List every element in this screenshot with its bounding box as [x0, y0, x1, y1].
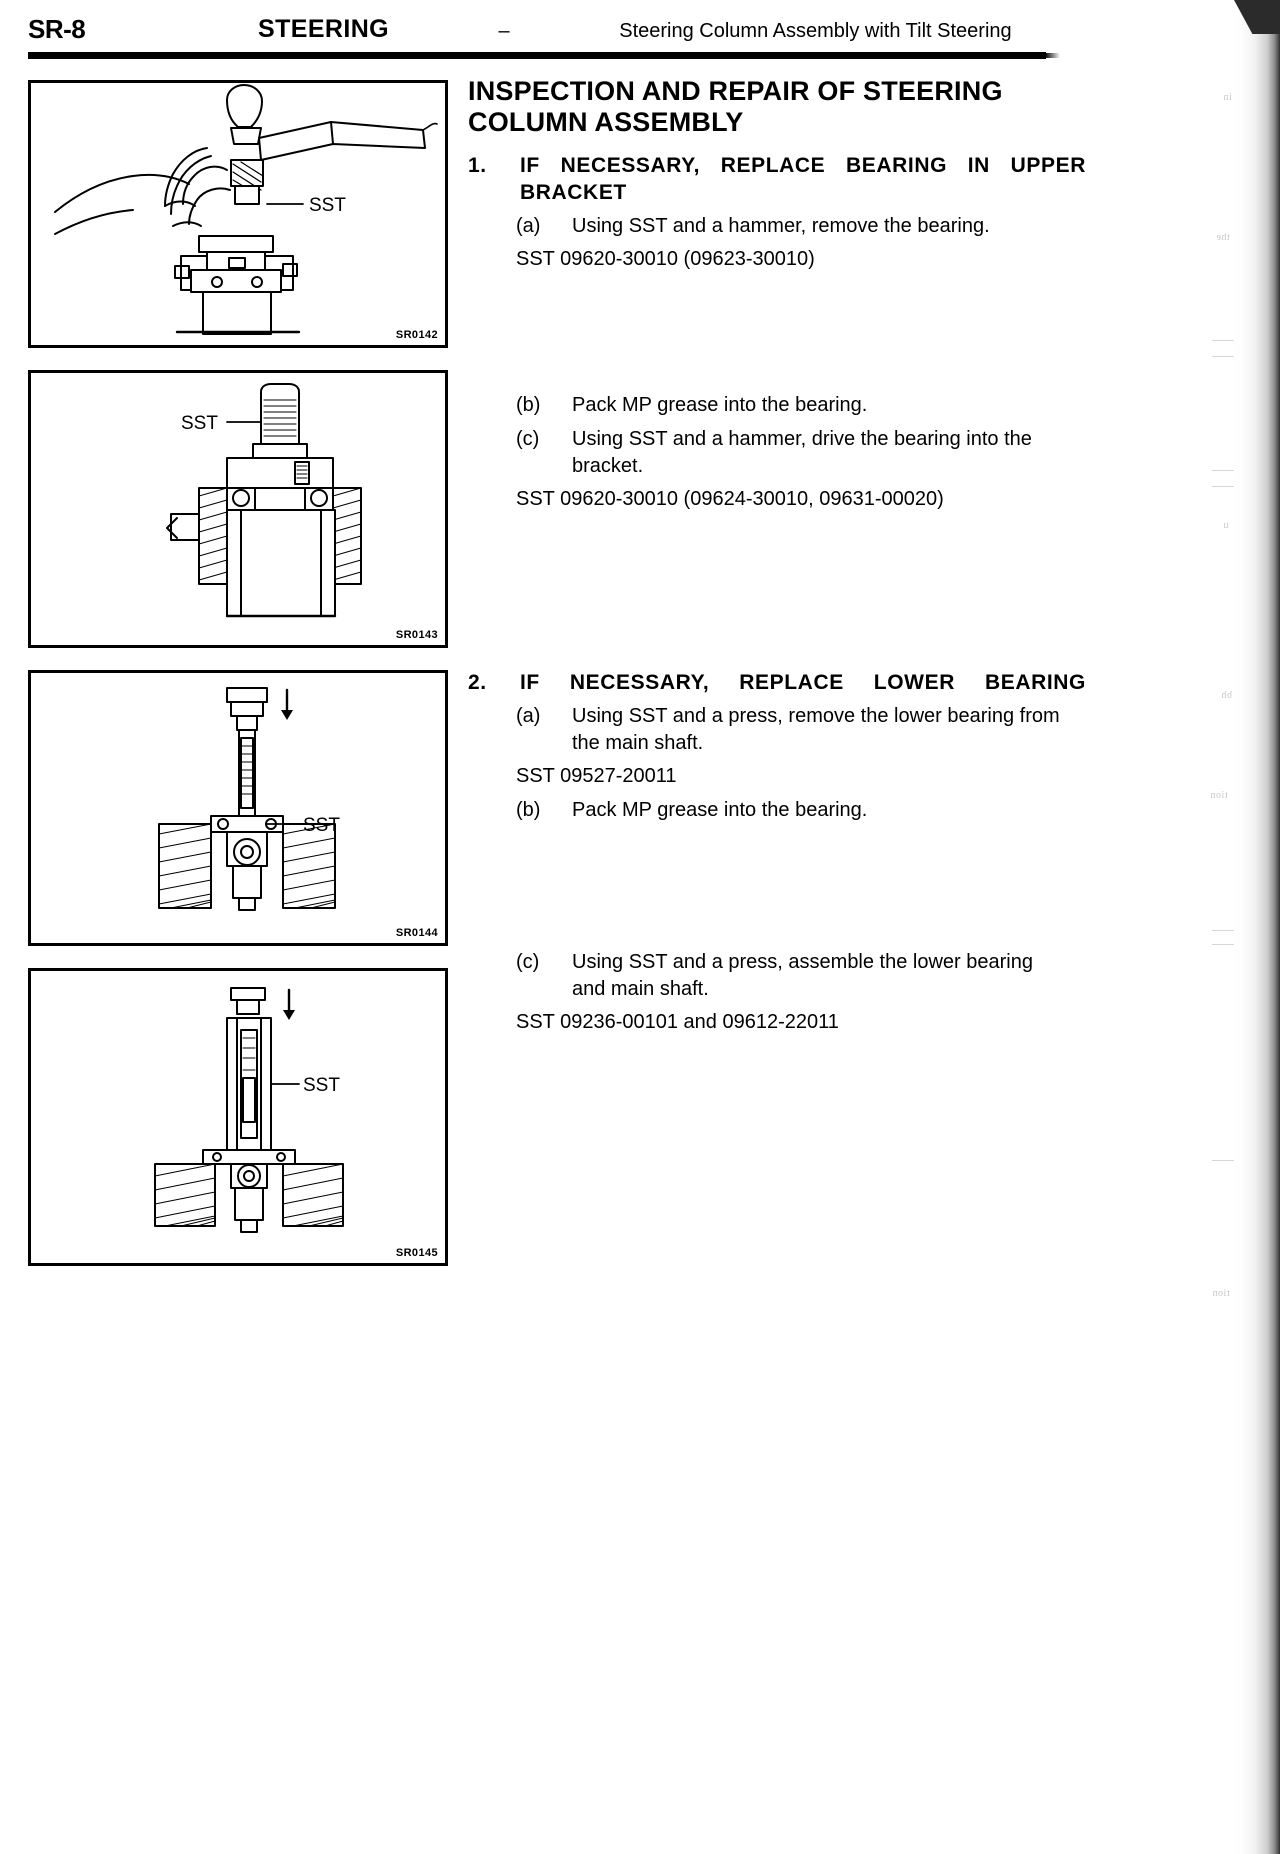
step-1-number: 1. — [468, 154, 487, 177]
step-1-item-a-label: (a) — [516, 215, 541, 237]
step-1-item-c-text-line1: Using SST and a hammer, drive the bearing into the — [572, 428, 1032, 450]
step-1-item-c-label: (c) — [516, 428, 540, 450]
figure-id-sr0144: SR0144 — [393, 926, 441, 940]
header-rule-fade — [1046, 53, 1060, 58]
section-title — [468, 76, 1088, 138]
step-2-item-a-text-line2: the main shaft. — [572, 732, 704, 754]
figure-sr0145-callout: SST — [303, 1075, 340, 1096]
step-1-item-a — [468, 213, 1088, 240]
step-1-sst-1: SST 09620-30010 (09623-30010) — [516, 248, 815, 270]
step-1-sst-2: SST 09620-30010 (09624-30010, 09631-00020) — [516, 488, 944, 510]
step-1-heading-line2: BRACKET — [520, 181, 627, 204]
scan-hairline-7 — [1212, 1160, 1234, 1161]
scan-edge-shadow — [1234, 0, 1280, 1854]
step-2-item-b — [468, 797, 1088, 824]
scan-hairline-6 — [1212, 944, 1234, 945]
step-2-item-a — [468, 703, 1088, 757]
step-2 — [468, 669, 1088, 1036]
step-1-item-c-text-line2: bracket. — [572, 455, 644, 477]
header-rule — [28, 52, 1046, 59]
bleed-mark-6: tion — [1212, 1288, 1230, 1299]
step-2-sst-1: SST 09527-20011 — [516, 765, 677, 787]
figure-sr0144 — [28, 670, 448, 946]
step-2-heading-line1: IF NECESSARY, REPLACE LOWER BEARING — [520, 671, 1086, 694]
scan-hairline-4 — [1212, 486, 1234, 487]
scan-hairline-5 — [1212, 930, 1234, 931]
step-1-item-c — [468, 426, 1088, 480]
step-2-item-b-text: Pack MP grease into the bearing. — [572, 799, 868, 821]
page-header — [28, 14, 1042, 54]
figure-id-sr0143: SR0143 — [393, 628, 441, 642]
step-1-heading — [468, 152, 1088, 206]
figure-sr0143-drawing — [31, 373, 445, 645]
step-2-item-c — [468, 949, 1088, 1003]
figure-sr0145 — [28, 968, 448, 1266]
step-1-item-a-text: Using SST and a hammer, remove the bearing. — [572, 215, 990, 237]
header-title-bold: STEERING — [258, 15, 389, 43]
figure-id-sr0145: SR0145 — [393, 1246, 441, 1260]
step-1-item-b-text: Pack MP grease into the bearing. — [572, 394, 868, 416]
step-2-item-a-label: (a) — [516, 705, 541, 727]
figure-sr0144-callout: SST — [303, 815, 340, 836]
section-title-line2: COLUMN ASSEMBLY — [468, 107, 744, 137]
header-title-rest: Steering Column Assembly with Tilt Steering — [619, 20, 1012, 42]
scan-hairline-1 — [1212, 340, 1234, 341]
step-2-number: 2. — [468, 671, 487, 694]
figure-sr0144-drawing — [31, 673, 445, 943]
step-2-item-b-label: (b) — [516, 799, 541, 821]
bleed-mark-4: bh — [1221, 690, 1232, 701]
spacer-1 — [468, 273, 1088, 385]
step-1 — [468, 152, 1088, 513]
scan-hairline-2 — [1212, 356, 1234, 357]
figure-sr0142-drawing — [31, 83, 445, 345]
figure-id-sr0142: SR0142 — [393, 328, 441, 342]
scan-hairline-3 — [1212, 470, 1234, 471]
text-column — [468, 76, 1088, 1036]
step-2-item-c-text-line2: and main shaft. — [572, 978, 709, 1000]
step-2-item-c-label: (c) — [516, 951, 540, 973]
figure-sr0142-callout: SST — [309, 195, 346, 216]
figure-column — [28, 80, 448, 1288]
step-2-heading — [468, 669, 1088, 696]
page-number: SR-8 — [28, 14, 86, 44]
step-2-sst-2: SST 09236-00101 and 09612-22011 — [516, 1011, 839, 1033]
bleed-mark-2: the — [1216, 232, 1230, 243]
spacer-3 — [468, 824, 1088, 942]
bleed-mark-5: tion — [1210, 790, 1228, 801]
figure-sr0145-drawing — [31, 971, 445, 1263]
step-2-item-c-text-line1: Using SST and a press, assemble the lower bearing — [572, 951, 1033, 973]
header-title — [258, 15, 1012, 45]
bleed-mark-1: in — [1223, 92, 1232, 103]
spacer-2 — [468, 513, 1088, 663]
section-title-line1: INSPECTION AND REPAIR OF STEERING — [468, 76, 1003, 106]
header-title-dash: – — [493, 20, 516, 42]
bleed-mark-3: u — [1222, 520, 1228, 531]
figure-sr0142 — [28, 80, 448, 348]
step-1-item-b — [468, 392, 1088, 419]
step-2-item-a-text-line1: Using SST and a press, remove the lower bearing from — [572, 705, 1060, 727]
figure-sr0143 — [28, 370, 448, 648]
figure-sr0143-callout: SST — [181, 413, 218, 434]
step-1-item-b-label: (b) — [516, 394, 541, 416]
step-1-heading-line1: IF NECESSARY, REPLACE BEARING IN UPPER — [520, 154, 1086, 177]
scan-corner-shadow — [1234, 0, 1280, 34]
